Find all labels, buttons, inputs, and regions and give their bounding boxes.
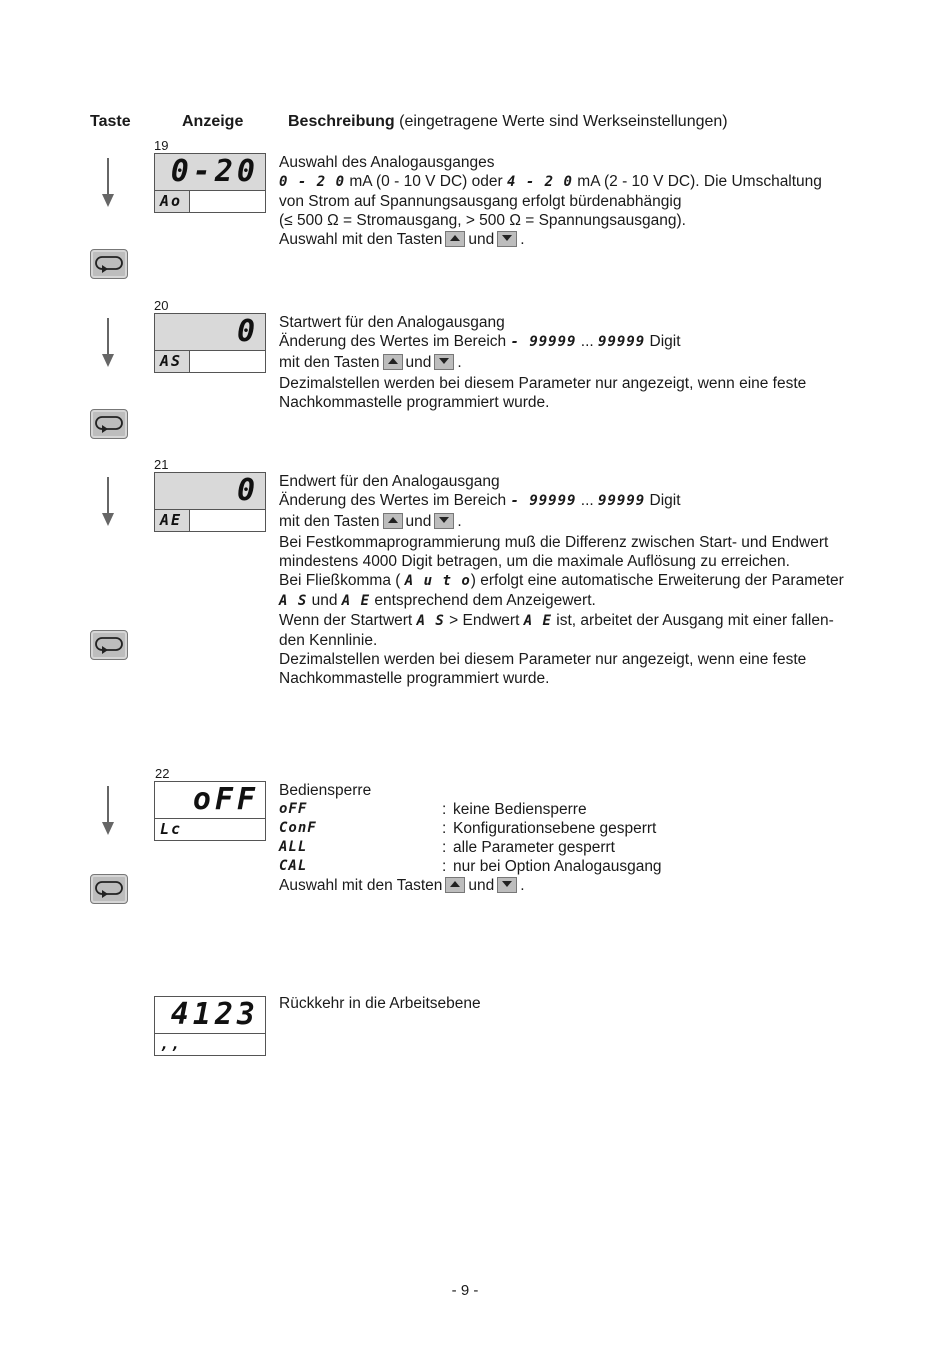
text-fragment: . bbox=[520, 231, 525, 248]
description-line bbox=[279, 876, 525, 895]
section-21-description bbox=[279, 472, 844, 688]
segment-text: 0 - 2 0 bbox=[279, 174, 346, 190]
description-line: mindestens 4000 Digit betragen, um die maximale Auflösung zu erreichen. bbox=[279, 553, 790, 570]
text-fragment: Digit bbox=[645, 333, 681, 350]
arrow-down-icon bbox=[101, 477, 115, 527]
display-main-value: 0-20 bbox=[170, 154, 259, 189]
description-line: von Strom auf Spannungsausgang erfolgt bürdenabhängig bbox=[279, 193, 682, 210]
enter-key-icon bbox=[90, 630, 128, 660]
section-number: 19 bbox=[154, 138, 169, 153]
description-line: den Kennlinie. bbox=[279, 632, 378, 649]
description-line: Endwert für den Analogausgang bbox=[279, 473, 500, 490]
description-line bbox=[279, 611, 844, 631]
text-fragment: mit den Tasten bbox=[279, 354, 380, 371]
text-fragment: mA (2 - 10 V DC). Die Umschaltung bbox=[572, 173, 822, 190]
text-fragment: . bbox=[457, 513, 462, 530]
display-main-value: oFF bbox=[192, 782, 259, 817]
description-line: Auswahl des Analogausganges bbox=[279, 154, 495, 171]
description-line bbox=[279, 353, 806, 372]
segment-text: A S bbox=[416, 613, 445, 629]
description-line: Dezimalstellen werden bei diesem Parameter nur angezeigt, wenn eine feste bbox=[279, 375, 807, 392]
option-code: ConF bbox=[279, 820, 317, 836]
option-colon: : bbox=[442, 858, 447, 875]
option-code: CAL bbox=[279, 858, 308, 874]
text-fragment: mit den Tasten bbox=[279, 513, 380, 530]
display-sub-label: Lc bbox=[160, 820, 183, 838]
text-fragment: Digit bbox=[645, 492, 681, 509]
text-fragment: entsprechend dem Anzeigewert. bbox=[370, 592, 596, 609]
enter-key-icon bbox=[90, 249, 128, 279]
segment-text: A u t o bbox=[404, 573, 471, 589]
section-19-description bbox=[279, 153, 822, 249]
down-key-icon bbox=[434, 513, 454, 529]
description-line: Nachkommastelle programmiert wurde. bbox=[279, 394, 550, 411]
description-line: Nachkommastelle programmiert wurde. bbox=[279, 670, 550, 687]
segment-text: - 99999 bbox=[510, 334, 577, 350]
header-beschreibung-note: (eingetragene Werte sind Werkseinstellungen) bbox=[399, 113, 728, 130]
section-number: 20 bbox=[154, 298, 169, 313]
option-colon: : bbox=[442, 820, 447, 837]
arrow-down-icon bbox=[101, 786, 115, 836]
option-colon: : bbox=[442, 801, 447, 818]
header-beschreibung bbox=[288, 113, 728, 131]
display-sub-label: AS bbox=[160, 352, 183, 370]
text-fragment: Wenn der Startwert bbox=[279, 612, 417, 629]
option-description: keine Bediensperre bbox=[453, 801, 587, 818]
up-key-icon bbox=[445, 231, 465, 247]
segment-text: A E bbox=[523, 613, 552, 629]
enter-key-icon bbox=[90, 874, 128, 904]
option-code: ALL bbox=[279, 839, 308, 855]
display-box bbox=[154, 153, 266, 213]
segment-text: - 99999 bbox=[510, 493, 577, 509]
description-line: Startwert für den Analogausgang bbox=[279, 314, 505, 331]
text-fragment: . bbox=[520, 877, 525, 894]
text-fragment: > Endwert bbox=[444, 612, 524, 629]
section-number: 21 bbox=[154, 457, 169, 472]
text-fragment: und bbox=[405, 513, 432, 530]
description-line bbox=[279, 491, 844, 511]
display-box bbox=[154, 472, 266, 532]
display-box bbox=[154, 781, 266, 841]
text-fragment: und bbox=[307, 592, 342, 609]
display-main-value: 0 bbox=[236, 314, 259, 349]
description-line bbox=[279, 591, 844, 611]
description-line bbox=[279, 172, 822, 192]
enter-key-icon bbox=[90, 409, 128, 439]
option-description: Konfigurationsebene gesperrt bbox=[453, 820, 657, 837]
text-fragment: ... bbox=[576, 492, 599, 509]
text-fragment: und bbox=[405, 354, 432, 371]
down-key-icon bbox=[497, 231, 517, 247]
section-22-title: Bediensperre bbox=[279, 782, 372, 799]
description-line bbox=[279, 230, 822, 249]
display-main-value: 4123 bbox=[170, 997, 259, 1032]
text-fragment: ) erfolgt eine automatische Erweiterung der Parameter bbox=[470, 572, 844, 589]
section-20-description bbox=[279, 313, 806, 412]
section-number: 22 bbox=[155, 766, 170, 781]
arrow-down-icon bbox=[101, 318, 115, 368]
header-anzeige: Anzeige bbox=[182, 113, 244, 130]
segment-text: A S bbox=[279, 593, 308, 609]
down-key-icon bbox=[434, 354, 454, 370]
display-sub-label: Ao bbox=[160, 192, 183, 210]
description-line: Dezimalstellen werden bei diesem Parameter nur angezeigt, wenn eine feste bbox=[279, 651, 807, 668]
text-fragment: Änderung des Wertes im Bereich bbox=[279, 492, 511, 509]
text-fragment: und bbox=[468, 877, 495, 894]
segment-text: 99999 bbox=[598, 493, 646, 509]
text-fragment: Bei Fließkomma ( bbox=[279, 572, 405, 589]
display-box bbox=[154, 996, 266, 1056]
up-key-icon bbox=[383, 513, 403, 529]
text-fragment: Auswahl mit den Tasten bbox=[279, 231, 443, 248]
display-sub-label: ,, bbox=[160, 1035, 183, 1053]
display-main-value: 0 bbox=[236, 473, 259, 508]
header-taste: Taste bbox=[90, 113, 131, 130]
text-fragment: . bbox=[457, 354, 462, 371]
display-sub-label: AE bbox=[160, 511, 183, 529]
return-description: Rückkehr in die Arbeitsebene bbox=[279, 995, 481, 1012]
display-box bbox=[154, 313, 266, 373]
up-key-icon bbox=[383, 354, 403, 370]
option-colon: : bbox=[442, 839, 447, 856]
page-number: - 9 - bbox=[451, 1282, 479, 1299]
text-fragment: Änderung des Wertes im Bereich bbox=[279, 333, 511, 350]
text-fragment: ... bbox=[576, 333, 599, 350]
arrow-down-icon bbox=[101, 158, 115, 208]
down-key-icon bbox=[497, 877, 517, 893]
option-code: oFF bbox=[279, 801, 308, 817]
segment-text: 4 - 2 0 bbox=[506, 174, 573, 190]
description-line bbox=[279, 332, 806, 352]
segment-text: A E bbox=[341, 593, 371, 609]
description-line: (≤ 500 Ω = Stromausgang, > 500 Ω = Spannungsausgang). bbox=[279, 212, 686, 229]
option-description: nur bei Option Analogausgang bbox=[453, 858, 662, 875]
text-fragment: ist, arbeitet der Ausgang mit einer fallen- bbox=[552, 612, 834, 629]
description-line bbox=[279, 512, 844, 531]
text-fragment: Auswahl mit den Tasten bbox=[279, 877, 443, 894]
text-fragment: mA (0 - 10 V DC) oder bbox=[345, 173, 507, 190]
up-key-icon bbox=[445, 877, 465, 893]
description-line: Bei Festkommaprogrammierung muß die Differenz zwischen Start- und Endwert bbox=[279, 534, 829, 551]
header-beschreibung-label: Beschreibung bbox=[288, 113, 395, 130]
description-line bbox=[279, 571, 844, 591]
option-description: alle Parameter gesperrt bbox=[453, 839, 615, 856]
text-fragment: und bbox=[468, 231, 495, 248]
segment-text: 99999 bbox=[598, 334, 646, 350]
